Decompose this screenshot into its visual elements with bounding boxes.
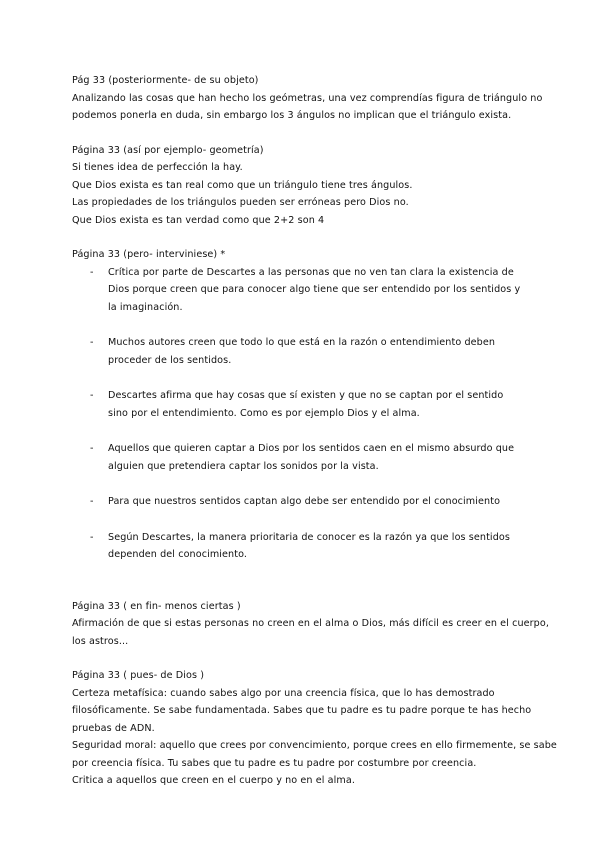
paragraph-line: Que Dios exista es tan real como que un triángulo tiene tres ángulos.: [72, 179, 413, 191]
bullet-text: Muchos autores creen que todo lo que está en la razón o entendimiento deben proceder de los sentidos.: [108, 337, 496, 366]
dash-bullet-icon: -: [90, 531, 94, 543]
bullet-item: [72, 493, 550, 511]
dash-bullet-icon: -: [90, 390, 94, 401]
paragraph-line: Las propiedades de los triángulos pueden ser erróneas pero Dios no.: [72, 197, 409, 208]
section-interviniese: [72, 246, 550, 564]
section-heading: Pág 33 (posteriormente- de su objeto): [72, 75, 259, 86]
section-heading: Página 33 (así por ejemplo- geometría): [72, 144, 264, 156]
paragraph-line: por creencia física. Tu sabes que tu padre es tu padre por costumbre por creencia.: [72, 757, 477, 769]
bullet-item: [72, 264, 550, 317]
paragraph-line: Afirmación de que si estas personas no creen en el alma o Dios, más difícil es creer en el cuerpo,: [72, 618, 549, 629]
dash-bullet-icon: -: [90, 443, 94, 454]
bullet-text: Aquellos que quieren captar a Dios por los sentidos caen en el mismo absurdo que alguien que pretendiera captar los sonidos por la vista.: [108, 443, 515, 472]
bullet-text: Descartes afirma que hay cosas que sí existen y que no se captan por el sentido sino por el entendimiento. Como es por ejemplo Dios y el alma.: [108, 390, 504, 419]
bullet-text: Crítica por parte de Descartes a las personas que no ven tan clara la existencia de Dios porque creen que para conocer algo tiene que ser entendido por los sentidos y la imaginación.: [108, 266, 521, 313]
paragraph-line: Si tienes idea de perfección la hay.: [72, 162, 243, 173]
section-heading: Página 33 ( pues- de Dios ): [72, 670, 205, 681]
section-de-dios: [72, 667, 557, 790]
paragraph-line: los astros...: [72, 635, 129, 647]
section-heading: Página 33 (pero- interviniese) *: [72, 249, 226, 260]
section-geometria: [72, 142, 550, 230]
dash-bullet-icon: -: [90, 266, 94, 278]
paragraph-line: Seguridad moral: aquello que crees por convencimiento, porque crees en ello firmemente, se sabe: [72, 740, 557, 751]
section-menos-ciertas: [72, 598, 550, 651]
section-heading: Página 33 ( en fin- menos ciertas ): [72, 600, 241, 612]
bullet-item: [72, 440, 550, 475]
paragraph-line: Critica a aquellos que creen en el cuerpo y no en el alma.: [72, 775, 355, 786]
dash-bullet-icon: -: [90, 496, 94, 507]
paragraph-line: filosóficamente. Se sabe fundamentada. Sabes que tu padre es tu padre porque te has hecho: [72, 705, 532, 716]
paragraph-line: Analizando las cosas que han hecho los geómetras, una vez comprendías figura de triángulo no: [72, 92, 543, 104]
bullet-item: [72, 387, 550, 422]
paragraph-line: Certeza metafísica: cuando sabes algo por una creencia física, que lo has demostrado: [72, 687, 495, 699]
paragraph-line: podemos ponerla en duda, sin embargo los 3 ángulos no implican que el triángulo exista.: [72, 110, 512, 121]
paragraph-line: Que Dios exista es tan verdad como que 2+2 son 4: [72, 214, 325, 226]
dash-bullet-icon: -: [90, 337, 94, 348]
bullet-item: [72, 334, 550, 369]
bullet-text: Para que nuestros sentidos captan algo debe ser entendido por el conocimiento: [108, 496, 501, 507]
bullet-list: [72, 264, 550, 564]
section-posteriormente: [72, 72, 550, 125]
bullet-text: Según Descartes, la manera prioritaria de conocer es la razón ya que los sentidos dependen del conocimiento.: [108, 531, 510, 560]
paragraph-line: pruebas de ADN.: [72, 722, 155, 734]
bullet-item: [72, 529, 550, 564]
